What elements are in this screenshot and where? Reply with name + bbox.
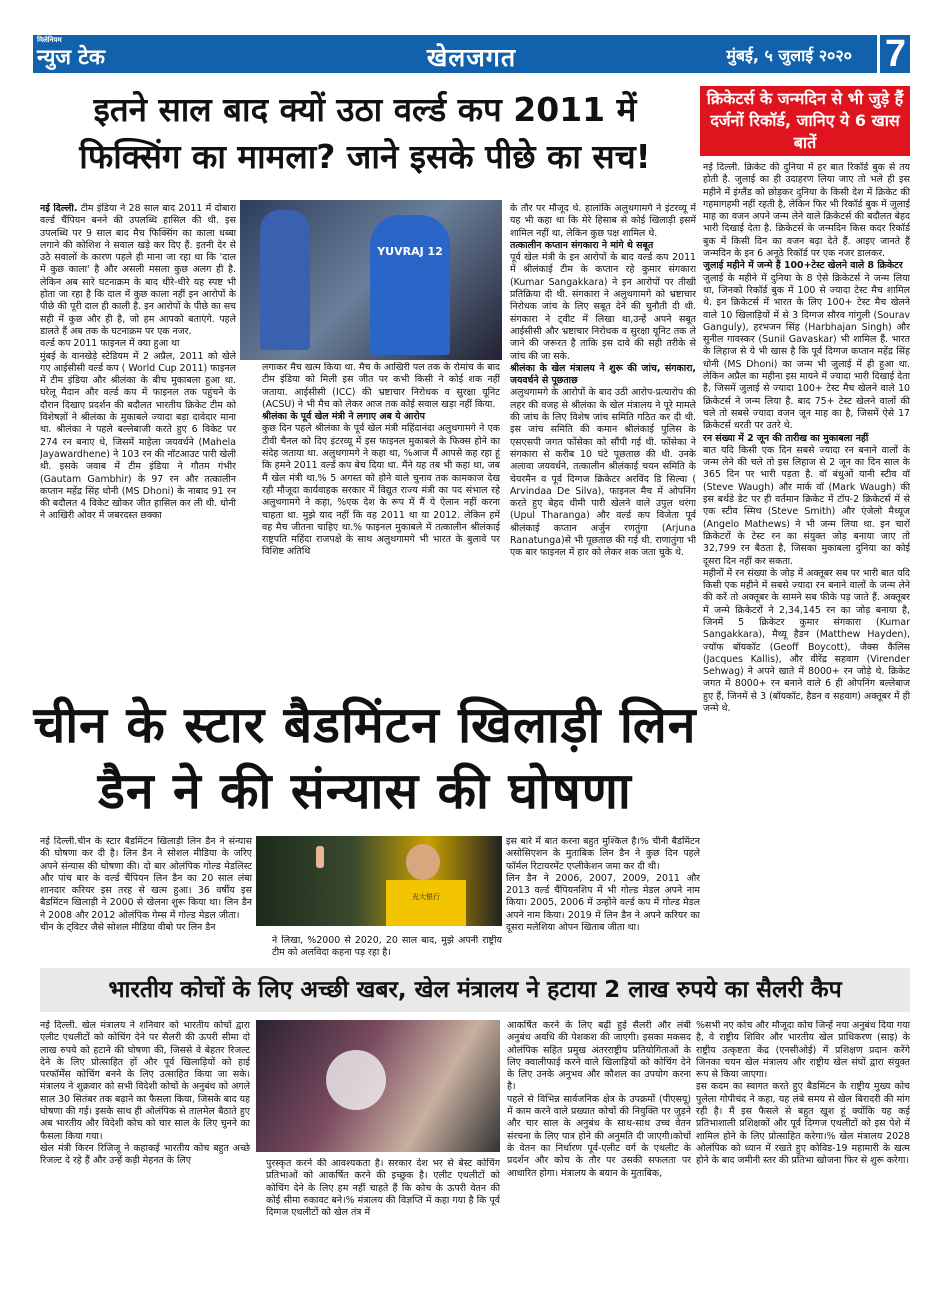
badminton-headline: चीन के स्टार बैडमिंटन खिलाड़ी लिन डैन ने की संन्यास की घोषणा: [33, 696, 697, 820]
paragraph: ने लिखा, %2000 से 2020, 20 साल बाद, मुझे अपनी राष्ट्रीय टीम को अलविदा कहना पड़ रहा है।: [272, 935, 502, 959]
subheading: वर्ल्ड कप 2011 फाइनल में क्या हुआ था: [40, 338, 180, 350]
paragraph: नई दिल्ली. खेल मंत्रालय ने शनिवार को भारतीय कोचों द्वारा एलीट एथलीटों को कोचिंग देने पर सैलरी की ऊपरी सीमा दो लाख रुपये को हटाने की घोषणा की, जिससे वे बेहतर रिजल्ट देने के लिए प्रोत्साहित हों और पूर्व खिलाड़ियों को हाई परफॉर्मेंस कोचिंग बनने के लिए उत्साहित किया जा सके। मंत्रालय ने शुक्रवार को सभी विदेशी कोचों के अनुबंध को अगले साल 30 सितंबर तक बढ़ाने का फैसला किया, जिसके बाद यह घोषणा की गई। इसके साथ ही ओलंपिक से तालमेल बैठाते हुए अब भारतीय और विदेशी कोच को चार साल के लिए चुनने का फैसला किया गया।: [40, 1020, 250, 1142]
coaches-headline: भारतीय कोचों के लिए अच्छी खबर, खेल मंत्रालय ने हटाया 2 लाख रुपये का सैलरी कैप: [40, 968, 910, 1012]
raised-finger: [316, 846, 324, 868]
coaches-column-1: [40, 1020, 250, 1250]
birthday-column: [703, 162, 910, 966]
lin-dan-photo: [256, 836, 502, 926]
fixing-headline: इतने साल बाद क्यों उठा वर्ल्ड कप 2011 में फिक्सिंग का मामला? जाने इसके पीछे का सच!: [79, 90, 651, 176]
paragraph: आकर्षित करने के लिए बढ़ी हुई सैलरी और लंबी अनुबंध अवधि की पेशकश की जाएगी। इसका मकसद ओलंपिक सहित प्रमुख अंतरराष्ट्रीय प्रतियोगिताओं के लिए क्वालीफाई करने वाले खिलाड़ियों को कोचिंग देने के लिए उनके अनुभव और कौशल का उपयोग करना है।: [507, 1020, 691, 1093]
yuvraj-figure: YUVRAJ 12: [370, 215, 450, 355]
paragraph: नई दिल्ली.चीन के स्टार बैडमिंटन खिलाड़ी लिन डैन ने संन्यास की घोषणा कर दी है। लिन डैन ने सोशल मीडिया के जरिए अपने संन्यास की घोषणा की। दो बार ओलंपिक गोल्ड मेडलिस्ट और पांच बार के वर्ल्ड चैंपियन लिन डैन का 20 साल लंबा शानदार करियर इस तरह से खत्म हुआ। 36 वर्षीय इस बैडमिंटन खिलाड़ी ने 2000 से खेलना शुरू किया था। लिन डैन ने 2008 और 2012 ओलंपिक गेम्स में गोल्ड मेडल जीता।: [40, 836, 252, 921]
subheading: श्रीलंका के पूर्व खेल मंत्री ने लगाए अब ये आरोप: [262, 411, 425, 423]
page-number: 7: [877, 33, 906, 75]
paragraph: खेल मंत्री किरन रिजिजू ने कहाकई भारतीय कोच बहुत अच्छे रिजल्ट दे रहे हैं और उन्हें कड़ी मेहनत के लिए: [40, 1142, 250, 1167]
section-title: खेलजगत: [426, 43, 517, 72]
coaches-column-4: [696, 1020, 910, 1250]
world-cup-photo: [240, 200, 502, 360]
badminton-racket-icon: [326, 1050, 386, 1110]
paragraph: टीम इंडिया ने 28 साल बाद 2011 में दोबारा वर्ल्ड चैंपियन बनने की उपलब्धि हासिल की थी. इस उपलब्धि पर 9 साल बाद मैच फिक्सिंग का काला धब्बा लगाने की कोशिश ने सवाल खड़े कर दिए हैं. इतनी देर से उठे सवालों के कारण पहले ही माना जा रहा था कि 'दाल में कुछ काला' है और असली मसला कुछ अलग ही है. लेकिन अब सारे घटनाक्रम के बाद धीरे-धीरे यह स्पष्ट भी होता जा रहा है कि दाल में कुछ काला नहीं इन आरोपों के पीछे की पूरी दाल ही काली है. इन आरोपों के पीछे का सच सही में कुछ और ही है, जो हम आपको बताएंगे. पहले डालते हैं अब तक के घटनाक्रम पर एक नजर.: [40, 203, 236, 337]
newspaper-logo: न्युज टेक: [37, 45, 105, 69]
subheading: श्रीलंका के खेल मंत्रालय ने शुरू की जांच, संगकारा, जयवर्धने से पूछताछ: [510, 362, 696, 387]
paragraph: पुरस्कृत करने की आवश्यकता है। सरकार देश भर से बेस्ट कोचिंग प्रतिभाओं को आकर्षित करने की इच्छुक है। एलीट एथलीटों को कोचिंग देने के लिए हम नहीं चाहते हैं कि कोच के ऊपरी वेतन की कोई सीमा रुकावट बने।% मंत्रालय की विज्ञप्ति में कहा गया है कि पूर्व दिग्गज एथलीटों को खेल तंत्र में: [266, 1158, 500, 1219]
birthday-headline-box: क्रिकेटर्स के जन्मदिन से भी जुड़े हैं दर्जनों रिकॉर्ड, जानिए ये 6 खास बातें: [700, 86, 910, 156]
paragraph: चीन के ट्विटर जैसे सोशल मीडिया वीबो पर लिन डैन: [40, 922, 216, 934]
paragraph: जुलाई के महीने में दुनिया के 8 ऐसे क्रिकेटर्स ने जन्म लिया था, जिनको रिकॉर्ड बुक में 100 से ज्यादा टेस्ट मैच शामिल थे. इन क्रिकेटर्स में भारत के लिए 100+ टेस्ट मैच खेलने वाले 10 खिलाड़ियों में से 3 दिग्गज सौरव गांगुली (Sourav Ganguly), हरभजन सिंह (Harbhajan Singh) और सुनील गावस्कर (Sunil Gavaskar) भी शामिल हैं. भारत के लिहाज से ये भी खास है कि पूर्व दिग्गज कप्तान महेंद्र सिंह धोनी (MS Dhoni) का जन्म भी जुलाई में ही हुआ था. लेकिन अप्रैल का महीना इस मायने में ज्यादा भारी दिखाई देता है, जिसमें जुलाई से ज्यादा 100+ टेस्ट मैच खेलने वाले 10 क्रिकेटर्स ने जन्म लिया है. बाद 75+ टेस्ट खेलने वालों की चले तो सबसे ज्यादा वजन जून माह का है, जिसमें ऐसे 17 क्रिकेटर्स धरती पर उतरे थे.: [703, 272, 910, 432]
paragraph: पूर्व खेल मंत्री के इन आरोपों के बाद वर्ल्ड कप 2011 में श्रीलंकाई टीम के कप्तान रहे कुमार संगकारा (Kumar Sangakkara) ने इन आरोपों पर तीखी प्रतिक्रिया दी थी. संगकारा ने अलुथगामगे को भ्रष्टाचार निरोधक जांच के लिए सबूत देने की चुनौती दी थी. संगकारा ने ट्वीट में लिखा था,उन्हें अपने सबूत आईसीसी और भ्रष्टाचार निरोधक व सुरक्षा यूनिट तक ले जाने की जरूरत है ताकि इस दावे की सही तरीके से जांच की जा सके.: [510, 252, 696, 362]
fixing-column-3: [510, 203, 696, 691]
dateline: नई दिल्ली.: [40, 203, 78, 214]
paragraph: महीनों में रन संख्या के जोड़ में अक्तूबर सब पर भारी बात यदि किसी एक महीने में सबसे ज्यादा रन बनाने वालों के जन्म लेने की करें तो अक्तूबर के सामने सब फीके पड़ जाते हैं. अक्तूबर में जन्मे क्रिकेटरों ने 2,34,145 रन का जोड़ बनाया है, जिनमें 5 क्रिकेटर कुमार संगकारा (Kumar Sangakkara), मैथ्यू हैडन (Matthew Hayden), ज्यॉफ बॉयकॉट (Geoff Boycott), जैक्स कैलिस (Jacques Kallis), और वीरेंद्र सहवाग (Virender Sehwag) ने अपने खाते में 8000+ रन जोड़े थे. क्रिकेट जगत में 8000+ रन बनाने वाले 6 ही ओपनिंग बल्लेबाज हुए हैं, जिनमें से 3 (बॉयकॉट, हैडन व सहवाग) अक्तूबर में ही जन्मे थे.: [703, 567, 910, 715]
subheading: जुलाई महीने में जन्मे हैं 100+टेस्ट खेलने वाले 8 क्रिकेटर: [703, 260, 903, 272]
paragraph: इस कदम का स्वागत करते हुए बैडमिंटन के राष्ट्रीय मुख्य कोच पुलेला गोपीचंद ने कहा, यह लंबे समय से खेल बिरादरी की मांग रही है। मैं इस फैसले से बहुत खुश हूं क्योंकि यह कई प्रतिभाशाली प्रशिक्षकों और पूर्व दिग्गज एथलीटों को इस पेशे में शामिल होने के लिए प्रोत्साहित करेगा।% खेल मंत्रालय 2028 ओलंपिक को ध्यान में रखते हुए कोविड-19 महामारी के खत्म होने के बाद जमीनी स्तर की प्रतिभा खोजना फिर से शुरू करेगा।: [696, 1081, 910, 1167]
paragraph: पहले से विभिन्न सार्वजनिक क्षेत्र के उपक्रमों (पीएसयू) में काम करने वाले प्रख्यात कोचों की नियुक्ति पर जुड़ने और चार साल के अनुबंध के साथ-साथ उच्च वेतन संरचना के लिए पात्र होने की अनुमति दी जाएगी।कोचों के वेतन का निर्धारण पूर्व-एलीट वर्ग के एथलीट के प्रदर्शन और कोच के तौर पर उसकी सफलता पर आधारित होगा। मंत्रालय के बयान के मुताबिक,: [507, 1093, 691, 1179]
paragraph: लिन डैन ने 2006, 2007, 2009, 2011 और 2013 वर्ल्ड चैंपियनशिप में भी गोल्ड मेडल अपने नाम किया। 2005, 2006 में उन्होंने वर्ल्ड कप में गोल्ड मेडल अपने नाम किया। 2019 में लिन डैन ने अपने करियर का दूसरा मलेशिया ओपन खिताब जीता था।: [506, 872, 700, 934]
logo-tagline: मिलेनियम: [37, 36, 62, 44]
player-head: [406, 844, 440, 880]
paragraph: इस बारे में बात करना बहुत मुश्किल है।% चीनी बैडमिंटन असोसिएशन के मुताबिक लिन डैन ने कुछ दिन पहले फॉर्मल रिटायरमेंट एप्लीकेशन जमा कर दी थी।: [506, 836, 700, 872]
player-jersey: 光大银行: [386, 880, 466, 926]
paragraph: लगाकर मैच खत्म किया था. मैच के आखिरी पल तक के रोमांच के बाद टीम इंडिया को मिली इस जीत पर कभी किसी ने कोई शक नहीं जताया. आईसीसी (ICC) की भ्रष्टाचार निरोधक व सुरक्षा यूनिट (ACSU) ने भी मैच को लेकर आज तक कोई सवाल खड़ा नहीं किया.: [262, 362, 500, 410]
badminton-column-1: [40, 836, 252, 961]
coach-embrace-photo: [256, 1020, 500, 1152]
paragraph: %सभी नए कोच और मौजूदा कोच जिन्हें नया अनुबंध दिया गया है, वे राष्ट्रीय शिविर और भारतीय खेल प्राधिकरण (साइ) के राष्ट्रीय उत्कृष्टता केंद्र (एनसीओई) में प्रशिक्षण प्रदान करेंगे जिनका चयन खेल मंत्रालय और राष्ट्रीय खेल संघों द्वारा संयुक्त रूप से किया जाएगा।: [696, 1020, 910, 1081]
sangakkara-figure: [260, 210, 310, 350]
paragraph: बात यदि किसी एक दिन सबसे ज्यादा रन बनाने वालों के जन्म लेने की चले तो इस लिहाज से 2 जून का दिन साल के 365 दिन पर भारी पड़ता है. वॉ बंधुओं यानी स्टीव वॉ (Steve Waugh) और मार्क वॉ (Mark Waugh) की इस बर्थडे डेट पर ही वर्तमान क्रिकेट में टॉप-2 क्रिकेटर्स में से एक स्टीव स्मिथ (Steve Smith) और एंजेलो मैथ्यूज (Angelo Mathews) ने भी जन्म लिया था. इन चारों क्रिकेटरों के टेस्ट रन का संयुक्त जोड़ बनाया जाए तो 32,799 रन बैठता है, जिसका मुकाबला दुनिया का कोई दूसरा दिन नहीं कर सकता.: [703, 444, 910, 567]
badminton-column-3: [506, 836, 700, 961]
fixing-column-2: [262, 362, 500, 692]
masthead-bar: [33, 35, 910, 73]
subheading: तत्कालीन कप्तान संगकारा ने मांगे थे सबूत: [510, 239, 654, 251]
badminton-column-2: [272, 935, 502, 961]
coaches-column-3: [507, 1020, 691, 1250]
paragraph: मुंबई के वानखेड़े स्टेडियम में 2 अप्रैल, 2011 को खेले गए आईसीसी वर्ल्ड कप ( World Cup 2011) फाइनल में टीम इंडिया और श्रीलंका के बीच मुकाबला हुआ था. घरेलू मैदान और वर्ल्ड कप में फाइनल तक पहुंचने के दौरान दिखाए प्रदर्शन की बदौलत भारतीय क्रिकेट टीम को विशेषज्ञों ने श्रीलंका के मुकाबले ज्यादा बड़ा दावेदार माना था. श्रीलंका ने पहले बल्लेबाजी करते हुए 6 विकेट पर 274 रन बनाए थे, जिसमें माहेला जयवर्धने (Mahela Jayawardhene) ने 103 रन की नॉटआउट पारी खेली थी. इसके जवाब में टीम इंडिया ने गौतम गंभीर (Gautam Gambhir) के 97 रन और तत्कालीन कप्तान महेंद्र सिंह धोनी (MS Dhoni) के नाबाद 91 रन की बदौलत 4 विकेट खोकर जीत हासिल कर ली थी. धोनी ने आखिरी ओवर में जबरदस्त छक्का: [40, 350, 236, 522]
fixing-column-1: [40, 203, 236, 691]
paragraph: नई दिल्ली. क्रिकेट की दुनिया में हर बात रिकॉर्ड बुक से तय होती है. जुलाई का ही उदाहरण लिया जाए तो भले ही इस महीने में इंग्लैंड को छोड़कर दुनिया के किसी देश में क्रिकेट की गहमागहमी नहीं रहती है, लेकिन फिर भी रिकॉर्ड बुक में जुलाई माह का वजन अपने जन्म लेने वाले क्रिकेटर्स की बदौलत बेहद भारी दिखाई देता है. क्रिकेटर्स के जन्मदिन किस कदर रिकॉर्ड बुक में किसी दिन का वजन बढ़ा देते हैं. आइए जानते हैं जन्मदिन के इन 6 अनूठे रिकॉर्ड पर एक नजर डालकर.: [703, 162, 910, 260]
paragraph: अलुथगामगे के आरोपों के बाद उठी आरोप-प्रत्यारोप की लहर की वजह से श्रीलंका के खेल मंत्रालय ने पूरे मामले की जांच के लिए विशेष जांच समिति गठित कर दी थी. इस जांच समिति की कमान श्रीलंकाई पुलिस के एसएसपी जगत फोंसेका को सौंपी गई थी. फोंसेका ने संगकारा से करीब 10 घंटे पूछताछ की थी. उनके अलावा जयवर्धने, तत्कालीन श्रीलंकाई चयन समिति के चेयरमैन व पूर्व दिग्गज क्रिकेटर अरविंद डि सिल्वा ( Arvindaa De Silva), फाइनल मैच में ओपनिंग करते हुए बेहद धीमी पारी खेलने वाले उपुल थरंगा (Upul Tharanga) और वर्ल्ड कप विजेता पूर्व श्रीलंकाई कप्तान अर्जुन रणतुंगा (Arjuna Ranatunga)से भी पूछताछ की गई थी. राणातुंगा भी एक बार फाइनल में हार को लेकर शक जता चुके थे.: [510, 387, 696, 559]
paragraph: कुछ दिन पहले श्रीलंका के पूर्व खेल मंत्री महिंदानंदा अलुथगामगे ने एक टीवी चैनल को दिए इंटरव्यू में इस फाइनल मुकाबले के फिक्स होने का संदेह जताया था. अलुथगामगे ने कहा था, %आज मैं आपसे कह रहा हूं कि हमने 2011 वर्ल्ड कप बेच दिया था. मैंने यह तब भी कहा था, जब मैं खेल मंत्री था.% 5 अगस्त को होने वाले चुनाव तक कामकाज देख रही मौजूदा कार्यवाहक सरकार में विद्युत राज्य मंत्री का पद संभाल रहे अलुथगामगे ने कहा, %एक देश के रूप में मैं ये ऐलान नहीं करना चाहता था. मुझे याद नहीं कि वह 2011 था या 2012. लेकिन हमें वह मैच जीतना चाहिए था.% फाइनल मुकाबले में तत्कालीन श्रीलंकाई राष्ट्रपति महिंदा राजपक्षे के साथ अलुथगामगे भी भारत के बुलावे पर विशिष्ट अतिथि: [262, 423, 500, 558]
subheading: रन संख्या में 2 जून की तारीख का मुकाबला नहीं: [703, 432, 869, 444]
paragraph: के तौर पर मौजूद थे. हालांकि अलुथगामगे ने इंटरव्यू में यह भी कहा था कि मेरे हिसाब से कोई खिलाड़ी इसमें शामिल नहीं था, लेकिन कुछ पक्ष शामिल थे.: [510, 203, 696, 239]
issue-date: मुंबई, ५ जुलाई २०२०: [726, 46, 852, 65]
coaches-column-2: [266, 1158, 500, 1250]
